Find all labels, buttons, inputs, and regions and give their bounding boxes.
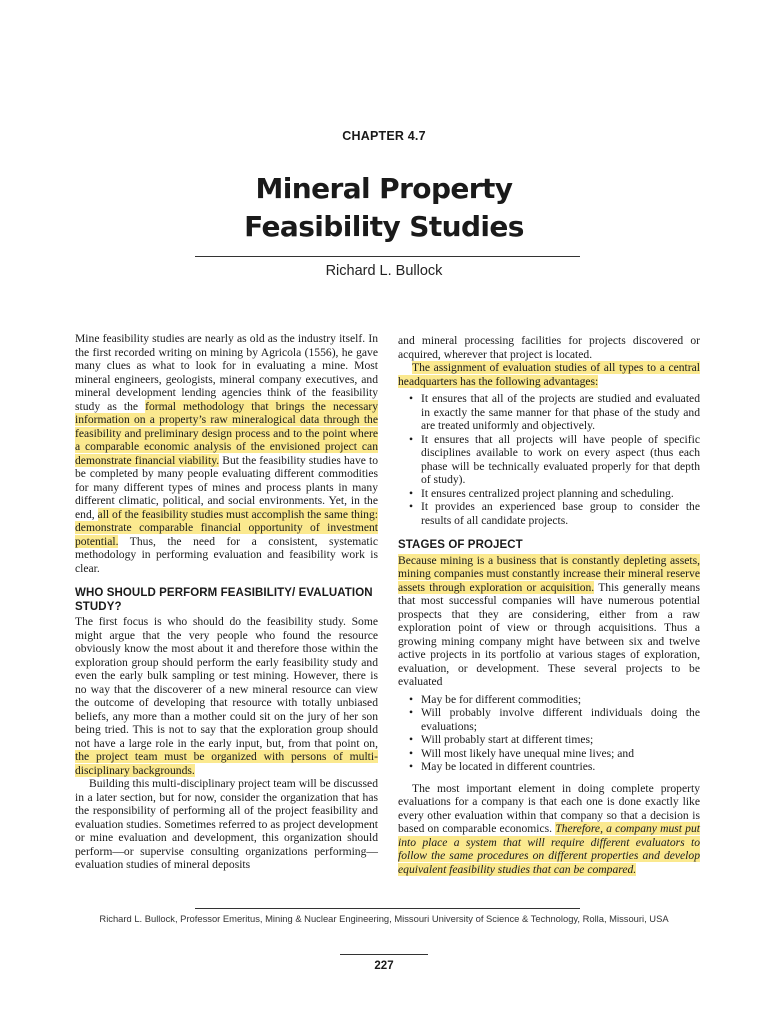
footnote-divider: [195, 908, 580, 909]
intro-text-2: But the feasibility studies have to be completed by many people evaluating different commodities for many different types of mines and process plants in many different climatic, political, and social environments. Yet, in the end,: [75, 453, 378, 521]
bullet-icon: •: [409, 500, 414, 513]
continuation-paragraph: and mineral processing facilities for projects discovered or acquired, wherever that project is located.: [398, 334, 700, 361]
left-column: [75, 332, 378, 872]
list-item: [398, 693, 700, 707]
highlight-multidisciplinary: the project team must be organized with persons of multi-disciplinary backgrounds.: [75, 750, 378, 777]
intro-text-1: Mine feasibility studies are nearly as old as the industry itself. In the first recorded writing on mining by Agricola (1556), he gave many clues as what to look for in evaluating a mine. Most mineral engineers, geologists, mineral company executives, and mineral development lending agencies think of the feasibility study as the: [75, 332, 378, 413]
author-affiliation-footnote: Richard L. Bullock, Professor Emeritus, Mining & Nuclear Engineering, Missouri University of Science & Technology, Rolla, Missouri, USA: [99, 913, 669, 924]
team-paragraph: Building this multi-disciplinary project team will be discussed in a later section, but for now, consider the organization that has the responsibility of performing all of the project feasibility and evaluation studies. Sometimes referred to as project development or mine evaluation and development, this organization should perform—or supervise consulting organizations performing—evaluation studies of mineral deposits: [75, 777, 378, 871]
who-text: The first focus is who should do the feasibility study. Some might argue that the very people who found the resource obviously know the most about it and therefore those within the exploration group should perform the early feasibility study and even the early bulk sampling or test mining. However, there is no way that the discoverer of a new mineral resource can view the outcome of developing that resource with totally unbiased beliefs, any more than a mother could sit on the jury of her son being tried. This is not to say that the exploration group should not have a large role in the early input, but, from that point on,: [75, 615, 378, 750]
list-item: [398, 500, 700, 527]
list-item: [398, 747, 700, 761]
bullet-icon: •: [409, 706, 414, 719]
title-divider: [195, 256, 580, 257]
intro-text-3: Thus, the need for a consistent, systematic methodology in performing evaluation and feasibility work is clear.: [75, 534, 378, 575]
bullet-icon: •: [409, 760, 414, 773]
advantages-list: [398, 392, 700, 527]
list-item-text: Will probably start at different times;: [421, 733, 594, 746]
highlight-system-requirement: Therefore, a company must put into place a system that will require different evaluators to follow the same procedures on different properties and develop equivalent feasibility studies that can be compared.: [398, 822, 700, 876]
list-item: [398, 733, 700, 747]
who-paragraph: [75, 615, 378, 777]
title-line-2: Feasibility Studies: [244, 210, 524, 243]
list-item: [398, 487, 700, 501]
assignment-paragraph: [398, 361, 700, 388]
page-number: 227: [374, 960, 394, 972]
bullet-icon: •: [409, 733, 414, 746]
highlight-central-headquarters: The assignment of evaluation studies of all types to a central headquarters has the following advantages:: [398, 361, 700, 388]
list-item-text: It provides an experienced base group to consider the results of all candidate projects.: [421, 500, 700, 527]
list-item: [398, 392, 700, 433]
list-item-text: It ensures that all projects will have people of specific disciplines available to work on every aspect (thus each phase will be technically evaluated properly for that depth of study).: [421, 432, 700, 486]
bullet-icon: •: [409, 432, 414, 446]
chapter-title: [0, 170, 768, 246]
stages-paragraph: [398, 554, 700, 689]
important-element-paragraph: [398, 782, 700, 877]
list-item-text: Will probably involve different individuals doing the evaluations;: [421, 706, 700, 733]
list-item: [398, 760, 700, 774]
highlight-formal-methodology: formal methodology that brings the necessary information on a property’s raw mineralogical data through the feasibility and preliminary design process and to the point where a comparable economic analysis of the envisioned project can demonstrate financial viability.: [75, 399, 379, 467]
section-heading-stages-of-project: STAGES OF PROJECT: [398, 539, 523, 551]
highlight-same-thing: all of the feasibility studies must accomplish the same thing: demonstrate comparable financial opportunity of investment potential.: [75, 507, 378, 548]
list-item-text: It ensures centralized project planning and scheduling.: [421, 486, 674, 500]
bullet-icon: •: [409, 486, 414, 500]
stages-text: This generally means that most successful companies will have numerous potential prospects that they are considering, either from a raw exploration point of view or through acquisitions. Thus a growing mining company might have between six and twelve active projects in its portfolio at various stages of exploration, evaluation, or development. These several projects to be evaluated: [398, 580, 700, 688]
list-item-text: It ensures that all of the projects are studied and evaluated in exactly the same manner for that phase of the study and are treated uniformly and objectively.: [421, 392, 700, 432]
author-name: Richard L. Bullock: [325, 263, 443, 279]
list-item-text: Will most likely have unequal mine lives; and: [421, 746, 635, 760]
bullet-icon: •: [409, 746, 414, 760]
highlight-depleting-assets: Because mining is a business that is constantly depleting assets, mining companies must constantly increase their mineral reserve assets through exploration or acquisition.: [398, 553, 700, 594]
right-column: [398, 334, 700, 876]
list-item: [398, 706, 700, 733]
chapter-label: CHAPTER 4.7: [342, 129, 426, 143]
bullet-icon: •: [409, 692, 414, 706]
intro-paragraph: [75, 332, 378, 575]
important-element-text: The most important element in doing complete property evaluations for a company is that each one is done exactly like every other evaluation within that company so that a decision is based on comparable economics.: [398, 781, 700, 835]
list-item-text: May be located in different countries.: [421, 760, 596, 773]
list-item: [398, 433, 700, 487]
section-heading-who-should-perform: WHO SHOULD PERFORM FEASIBILITY/ EVALUATION STUDY?: [75, 587, 373, 613]
title-line-1: Mineral Property: [255, 172, 513, 205]
projects-list: [398, 693, 700, 774]
page-number-divider: [340, 954, 428, 955]
bullet-icon: •: [409, 392, 414, 405]
list-item-text: May be for different commodities;: [421, 692, 582, 706]
